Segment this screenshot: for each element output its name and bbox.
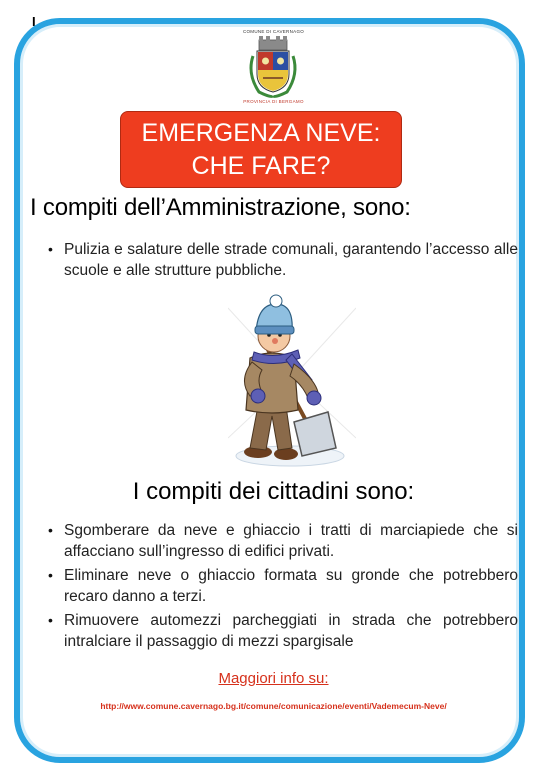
child-shoveling-snow-icon bbox=[228, 288, 356, 470]
admin-tasks-heading: I compiti dell’Amministrazione, sono: bbox=[30, 194, 411, 221]
banner-line-2: CHE FARE? bbox=[191, 152, 331, 180]
info-url-link[interactable]: http://www.comune.cavernago.bg.it/comune/comunicazione/eventi/Vademecum-Neve/ bbox=[100, 701, 447, 711]
more-info-label: Maggiori info su: bbox=[218, 670, 329, 687]
municipal-crest-icon bbox=[245, 34, 301, 100]
citizens-tasks-list bbox=[46, 520, 518, 655]
crest-bottom-label: PROVINCIA DI BERGAMO bbox=[243, 99, 304, 104]
list-item: • Rimuovere automezzi parcheggiati in strada che potrebbero intralciare il passaggio di mezzi spargisale bbox=[46, 610, 518, 652]
list-item: • Sgomberare da neve e ghiaccio i tratti di marciapiede che si affacciano sull’ingresso di edifici privati. bbox=[46, 520, 518, 562]
citizens-tasks-heading: I compiti dei cittadini sono: bbox=[132, 478, 415, 505]
emergency-banner bbox=[120, 111, 402, 188]
page-corner-mark: I bbox=[32, 14, 36, 29]
crest-top-label: COMUNE DI CAVERNAGO bbox=[242, 29, 305, 34]
list-item: • Pulizia e salature delle strade comunali, garantendo l’accesso alle scuole e alle strutture pubbliche. bbox=[46, 239, 518, 281]
admin-tasks-list bbox=[46, 239, 518, 284]
list-item: • Eliminare neve o ghiaccio formata su gronde che potrebbero recaro danno a terzi. bbox=[46, 565, 518, 607]
banner-line-1: EMERGENZA NEVE: bbox=[141, 119, 381, 147]
